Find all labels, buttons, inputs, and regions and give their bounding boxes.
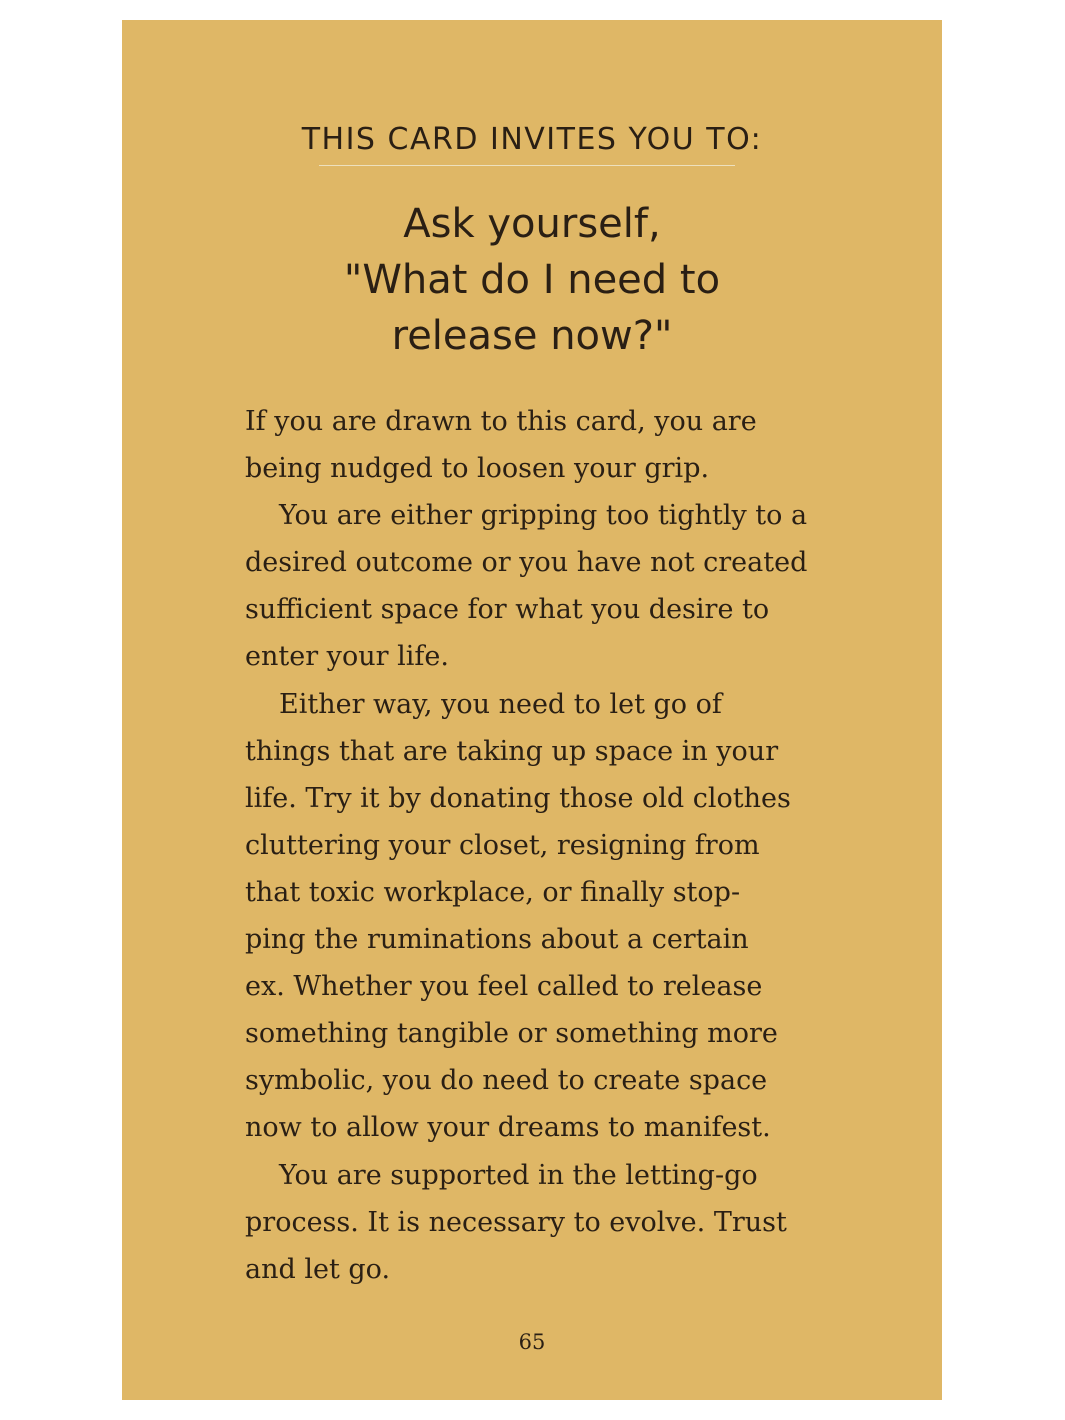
body-line: cluttering your closet, resigning from	[245, 829, 760, 861]
body-line: You are supported in the letting-go	[279, 1159, 758, 1191]
headline-line: "What do I need to	[343, 257, 721, 303]
body-line: something tangible or something more	[245, 1018, 778, 1050]
body-line: You are either gripping too tightly to a	[279, 500, 808, 532]
headline-line: release now?"	[391, 313, 673, 359]
body-line: ping the ruminations about a certain	[245, 924, 749, 956]
headline-line: Ask yourself,	[403, 201, 661, 247]
card-headline	[122, 196, 942, 364]
body-line: desired outcome or you have not created	[245, 547, 808, 579]
body-line: Either way, you need to let go of	[279, 688, 722, 720]
body-line: process. It is necessary to evolve. Trust	[245, 1206, 787, 1238]
card-page	[122, 20, 942, 1400]
card-body-text	[245, 398, 845, 1293]
body-line: symbolic, you do need to create space	[245, 1065, 768, 1097]
card-kicker: THIS CARD INVITES YOU TO:	[301, 122, 763, 157]
kicker-divider	[319, 165, 735, 166]
page-number: 65	[518, 1330, 546, 1354]
body-line: If you are drawn to this card, you are	[245, 406, 757, 437]
body-line: life. Try it by donating those old clothes	[245, 782, 791, 814]
body-line: now to allow your dreams to manifest.	[245, 1112, 771, 1144]
body-line: things that are taking up space in your	[245, 735, 779, 767]
body-line: enter your life.	[245, 641, 449, 673]
body-line: that toxic workplace, or finally stop-	[245, 876, 741, 908]
body-line: and let go.	[245, 1253, 391, 1285]
body-line: ex. Whether you feel called to release	[245, 971, 763, 1003]
body-line: sufficient space for what you desire to	[245, 594, 770, 626]
body-line: being nudged to loosen your grip.	[245, 453, 710, 485]
